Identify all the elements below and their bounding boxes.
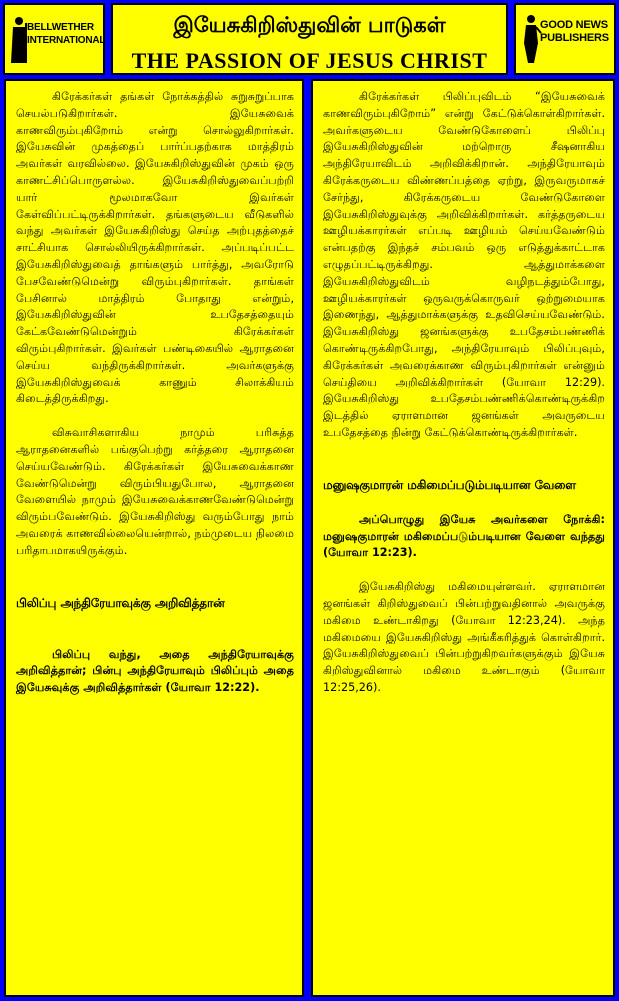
- logo-right-line2: PUBLISHERS: [540, 32, 609, 44]
- logo-left-line2: INTERNATIONAL: [27, 35, 106, 46]
- right-scripture-verse: அப்பொழுது இயேசு அவர்களை நோக்கி: மனுஷகுமாரன் மகிமைப்படும்படியான வேளை வந்தது (யோவா 12:23).: [323, 512, 605, 560]
- page-title-english: THE PASSION OF JESUS CHRIST: [131, 48, 488, 73]
- right-section-heading: மனுஷகுமாரன் மகிமைப்படும்படியான வேளை: [323, 477, 576, 492]
- left-scripture-verse: பிலிப்பு வந்து, அதை அந்திரேயாவுக்கு அறிவித்தான்; பின்பு அந்திரேயாவும் பிலிப்பும் அதை இயேசுவுக்கு அறிவித்தார்கள் (யோவா 12:22).: [16, 647, 294, 695]
- logo-right-line1: GOOD NEWS: [540, 19, 608, 31]
- sower-figure-icon: [520, 13, 542, 65]
- robed-figure-icon: [9, 15, 29, 65]
- left-paragraph-2: விசுவாசிகளாகிய நாமும் பரிசுத்த ஆராதனைகளில் பங்குபெற்று கர்த்தரை ஆராதனை செய்யவேண்டும். கிரேக்கர்கள் இயேசுவைக்காண வேண்டுமென்று விரும்பியதுபோல, ஆராதனை வேளையில் நாமும் இயேசுவைக்காணவேண்டுமென்று விரும்பவேண்டும். இயேசுகிறிஸ்து வரும்போது நாம் அவரைக் காணவில்லையென்றால், நம்முடைய நிலமை பரிதாபமாகயிருக்கும்.: [16, 426, 294, 557]
- right-column: [311, 79, 615, 997]
- right-paragraph-1: கிரேக்கர்கள் பிலிப்புவிடம் “இயேசுவைக் காணவிரும்புகிறோம்” என்று கேட்டுக்கொள்கிறார்கள். அவர்களுடைய வேண்டுகோளைப் பிலிப்பு இயேசுகிறிஸ்துவின் மற்றொரு சீஷனாகிய அந்திரேயாவிடம் அறிவிக்கிறான். அந்திரேயாவும் கிரேக்கருடைய விண்ணப்பத்தை ஏற்று, இருவருமாகச் சேர்ந்து, கிரேக்கருடைய வேண்டுகோளை இயேசுகிறிஸ்துவுக்கு அறிவிக்கிறார்கள். கர்த்தருடைய ஊழியக்காரர்கள் எப்படி ஊழியம் செய்யவேண்டும் என்பதற்கு இந்தச் சம்பவம் ஒரு எடுத்துக்காட்டாக எழுதப்பட்டிருக்கிறது. ஆத்துமாக்களை இயேசுகிறிஸ்துவிடம் வழிநடத்தும்போது, ஊழியக்காரர்கள் ஒருவருக்கொருவர் ஒற்றுமையாக இணைந்து, ஆத்துமாக்களுக்கு உதவிசெய்யவேண்டும். இயேசுகிறிஸ்து ஜனங்களுக்கு உபதேசம்பண்ணிக் கொண்டிருக்கிறபோது, அந்திரேயாவும் பிலிப்புவும், கிரேக்கர்கள் அவரைக்காண விரும்புகிறார்கள் என்னும் செய்தியை அறிவிக்கிறார்கள் (யோவா 12:29). இயேசுகிறிஸ்து உபதேசம்பண்ணிக்கொண்டிருக்கிற இடத்தில் ஏராளமான ஜனங்கள் அவருடைய உபதேசத்தை நின்று கேட்டுக்கொண்டிருக்கிறார்கள்.: [323, 90, 605, 439]
- good-news-logo-text: [540, 19, 609, 45]
- bellwether-logo-text: [27, 21, 105, 47]
- good-news-logo: [514, 3, 616, 75]
- left-paragraph-1: கிரேக்கர்கள் தங்கள் நோக்கத்தில் சுறுசுறுப்பாக செயல்படுகிறார்கள். இயேசுவைக் காணவிரும்புகிறோம் என்று சொல்லுகிறார்கள். இயேசுவின் முகத்தைப் பார்ப்பதற்காக மாத்திரம் அவர்கள் வரவில்லை. இயேசுகிறிஸ்துவின் முகம் ஒரு காணட்சிப்பொருளல்ல. இயேசுகிறிஸ்துவைப்பற்றி யார் மூலமாகவோ இவர்கள் கேள்விப்பட்டிருக்கிறார்கள். தங்களுடைய வீடுகளில் வந்து அவர்கள் இயேசுகிறிஸ்து செய்த அற்புதத்தைச் சாட்சியாக சொல்லியிருக்கிறார்கள். அப்படிப்பட்ட இயேசுகிறிஸ்துவைத் தாங்களும் பார்த்து, அவரோடு பேசவேண்டுமென்று விரும்புகிறார்கள். தாங்கள் பேசினால் மாத்திரம் போதாது என்றும், இயேசுகிறிஸ்துவின் உபதேசத்தையும் கேட்கவேண்டுமென்றும் கிரேக்கர்கள் விரும்புகிறார்கள். இவர்கள் பண்டிகையில் ஆராதனை செய்ய வந்திருக்கிறார்கள். அவர்களுக்கு இயேசுகிறிஸ்துவைக் காணும் சிலாக்கியம் கிடைத்திருக்கிறது.: [16, 90, 294, 406]
- logo-left-line1: BELLWETHER: [27, 22, 94, 33]
- left-section-heading: பிலிப்பு அந்திரேயாவுக்கு அறிவித்தான்: [16, 595, 225, 610]
- left-column: [4, 79, 304, 997]
- bellwether-logo: [3, 3, 105, 75]
- title-banner: [111, 3, 508, 75]
- page-title-tamil: இயேசுகிறிஸ்துவின் பாடுகள்: [173, 13, 446, 37]
- right-paragraph-2: இயேசுகிறிஸ்து மகிமையுள்ளவர். ஏராளமான ஜனங்கள் கிறிஸ்துவைப் பின்பற்றுவதினால் அவருக்கு மகிமை உண்டாகிறது (யோவா 12:23,24). அந்த மகிமையை இயேசுகிறிஸ்து அங்கீகரித்துக் கொள்கிறார். இயேசுகிறிஸ்துவைப் பின்பற்றுகிறவர்களுக்கும் இயேசு கிறிஸ்துவினால் மகிமை உண்டாகும் (யோவா 12:25,26).: [323, 580, 605, 694]
